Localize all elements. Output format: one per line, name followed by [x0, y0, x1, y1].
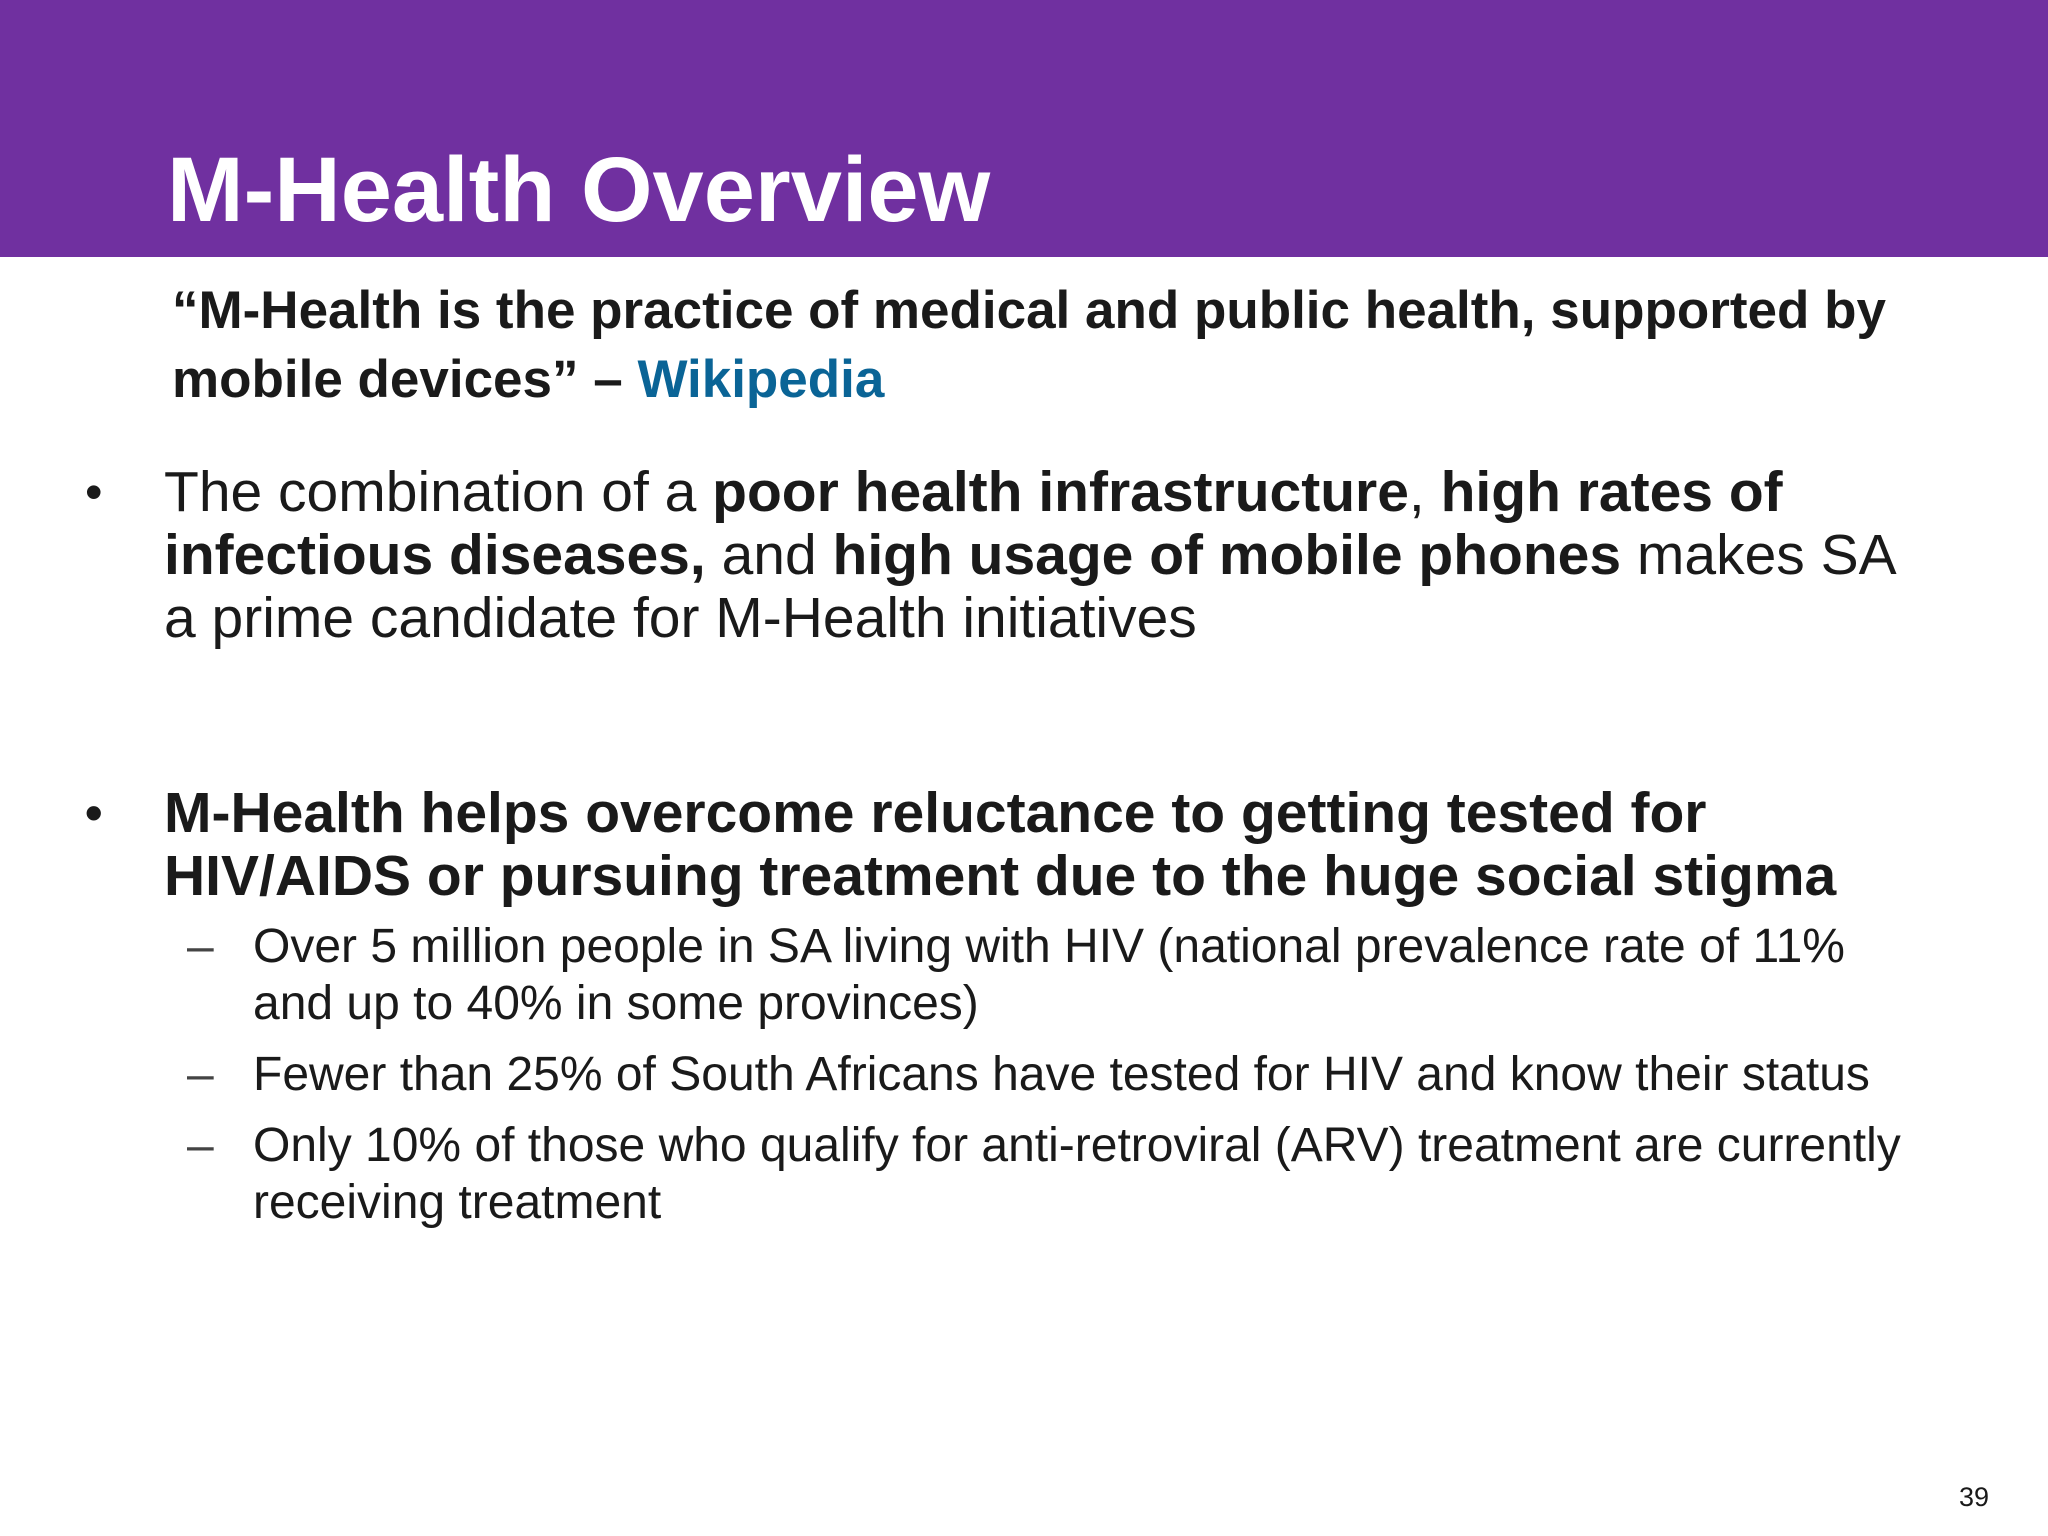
bullet-dot-icon: • [85, 464, 103, 520]
bullet-emphasis: high rates of infectious diseases, [164, 460, 1783, 587]
sub-bullet-list [187, 918, 1913, 1245]
bullet-emphasis: high usage of mobile phones [832, 523, 1622, 587]
sub-bullet-text: Fewer than 25% of South Africans have tested for HIV and know their status [253, 1048, 1870, 1101]
sub-bullet-text: Over 5 million people in SA living with HIV (national prevalence rate of 11% and up to 40% in some provinces) [253, 920, 1845, 1030]
bullet-text: and [705, 523, 833, 587]
sub-bullet-text: Only 10% of those who qualify for anti-retroviral (ARV) treatment are currently receiving treatment [253, 1119, 1901, 1229]
bullet-text: M-Health helps overcome reluctance to getting tested for HIV/AIDS or pursuing treatment due to the huge social stigma [164, 781, 1837, 908]
quote-text: “M-Health is the practice of medical and public health, supported by mobile devices” – [172, 281, 1886, 409]
bullet-dot-icon: • [85, 785, 103, 841]
definition-quote [172, 276, 1972, 414]
page-number: 39 [1958, 1482, 1989, 1512]
bullet-item [85, 781, 1924, 908]
dash-icon: – [187, 920, 214, 973]
dash-icon: – [187, 1048, 214, 1101]
sub-bullet-item [187, 918, 1913, 1032]
bullet-emphasis: poor health infrastructure [712, 460, 1409, 524]
bullet-text: makes SA a prime candidate for M-Health initiatives [164, 523, 1894, 650]
slide-title: M-Health Overview [167, 139, 991, 241]
quote-source-link[interactable]: Wikipedia [637, 350, 885, 409]
sub-bullet-item [187, 1117, 1913, 1231]
bullet-item [85, 460, 1924, 650]
bullet-text: , [1408, 460, 1441, 524]
sub-bullet-item [187, 1046, 1913, 1103]
bullet-text: The combination of a [164, 460, 713, 524]
dash-icon: – [187, 1119, 214, 1172]
